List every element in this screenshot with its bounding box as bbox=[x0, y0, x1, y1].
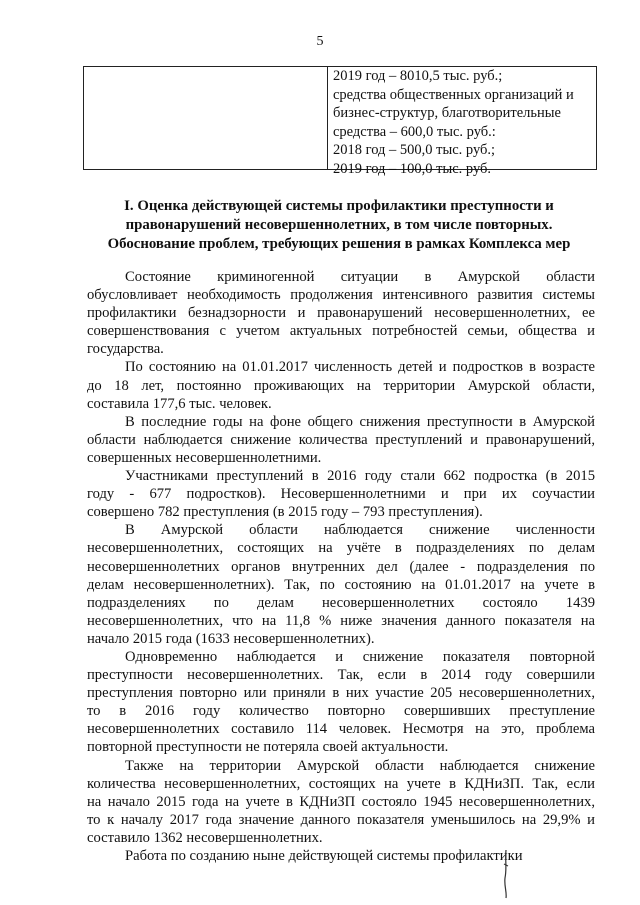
paragraph bbox=[87, 358, 595, 412]
table-line: 2018 год – 500,0 тыс. руб.; bbox=[333, 142, 496, 159]
table-line: 2019 год – 100,0 тыс. руб. bbox=[333, 160, 492, 177]
paragraph-line: преступности несовершеннолетних. Так, если в 2014 году совершили bbox=[87, 667, 595, 684]
paragraph-line: несовершеннолетних органов внутренних дел (далее - подразделения по bbox=[87, 558, 595, 575]
paragraph-line: По состоянию на 01.01.2017 численность детей и подростков в возрасте bbox=[125, 359, 595, 376]
paragraph-line: Состояние криминогенной ситуации в Амурской области bbox=[125, 269, 595, 285]
paragraph bbox=[87, 847, 595, 865]
paragraph-line: до 18 лет, постоянно проживающих на территории Амурской области, bbox=[87, 377, 595, 394]
paragraph bbox=[87, 268, 595, 358]
paragraph-line: несовершеннолетних, что на 11,8 % ниже значения данного показателя на bbox=[87, 612, 595, 629]
paragraph-line: несовершеннолетних, состоящих на учёте в подразделениях по делам bbox=[87, 540, 595, 557]
paragraph-line: совершено 782 преступления (в 2015 году – 793 преступления). bbox=[87, 504, 483, 521]
paragraph-line: делам несовершеннолетних). Так, по состоянию на 01.01.2017 на учете в bbox=[87, 576, 595, 593]
paragraph-line: составила 177,6 тыс. человек. bbox=[87, 395, 272, 412]
body-text bbox=[87, 268, 595, 865]
paragraph-line: подразделениях по делам несовершеннолетних состояло 1439 bbox=[87, 594, 595, 611]
heading-line: Обоснование проблем, требующих решения в рамках Комплекса мер bbox=[107, 235, 571, 252]
paragraph-line: Работа по созданию ныне действующей системы профилактики bbox=[125, 848, 523, 864]
paragraph bbox=[87, 467, 595, 521]
table-line: 2019 год – 8010,5 тыс. руб.; bbox=[333, 68, 503, 84]
paragraph-line: профилактики безнадзорности и правонарушений несовершеннолетних, ее bbox=[87, 305, 595, 322]
page-number: 5 bbox=[316, 34, 324, 49]
paragraph bbox=[87, 521, 595, 648]
heading-line: I. Оценка действующей системы профилактики преступности и bbox=[124, 198, 554, 214]
section-heading bbox=[83, 197, 595, 253]
funding-table bbox=[83, 66, 597, 177]
paragraph-line: области наблюдается снижение количества преступлений и правонарушений, bbox=[87, 431, 595, 448]
paragraph-line: повторной преступности не потеряла своей актуальности. bbox=[87, 739, 449, 756]
paragraph bbox=[87, 757, 595, 847]
paragraph-line: году - 677 подростков). Несовершеннолетними и при их соучастии bbox=[87, 486, 595, 503]
table-right-cell bbox=[333, 67, 592, 179]
table-line: средства общественных организаций и bbox=[333, 86, 574, 103]
paragraph-line: В Амурской области наблюдается снижение численности bbox=[125, 522, 595, 539]
paragraph-line: Участниками преступлений в 2016 году стали 662 подростка (в 2015 bbox=[125, 468, 595, 485]
paragraph bbox=[87, 413, 595, 467]
paragraph bbox=[87, 648, 595, 757]
paragraph-line: совершенствования с учетом актуальных потребностей семьи, общества и bbox=[87, 323, 595, 340]
table-left-cell bbox=[84, 67, 328, 169]
paragraph-line: обусловливает необходимость продолжения интенсивного развития системы bbox=[87, 287, 595, 304]
paragraph-line: государства. bbox=[87, 341, 164, 358]
paragraph-line: то к началу 2017 года значение данного показателя уменьшилось на 29,9% и bbox=[87, 811, 595, 828]
paragraph-line: Одновременно наблюдается и снижение показателя повторной bbox=[125, 648, 595, 665]
paragraph-line: количества несовершеннолетних, состоящих на учете в КДНиЗП. Так, если bbox=[87, 775, 595, 792]
paragraph-line: составило 1362 несовершеннолетних. bbox=[87, 829, 323, 846]
paragraph-line: В последние годы на фоне общего снижения преступности в Амурской bbox=[125, 413, 595, 430]
margin-mark bbox=[500, 848, 512, 900]
table-line: средства – 600,0 тыс. руб.: bbox=[333, 123, 496, 140]
paragraph-line: на начало 2015 года на учете в КДНиЗП состояло 1945 несовершеннолетних, bbox=[87, 793, 595, 810]
table-line: бизнес-структур, благотворительные bbox=[333, 105, 561, 122]
heading-line: правонарушений несовершеннолетних, в том числе повторных. bbox=[125, 216, 553, 233]
paragraph-line: совершенных несовершеннолетними. bbox=[87, 449, 322, 466]
paragraph-line: Также на территории Амурской области наблюдается снижение bbox=[125, 757, 595, 774]
paragraph-line: начало 2015 года (1633 несовершеннолетних). bbox=[87, 630, 375, 647]
paragraph-line: то в 2016 году количество повторно совершивших преступление bbox=[87, 703, 595, 720]
paragraph-line: несовершеннолетних составило 114 человек. Несмотря на это, проблема bbox=[87, 721, 595, 738]
paragraph-line: преступления повторно или приняли в них участие 205 несовершеннолетних, bbox=[87, 685, 595, 702]
